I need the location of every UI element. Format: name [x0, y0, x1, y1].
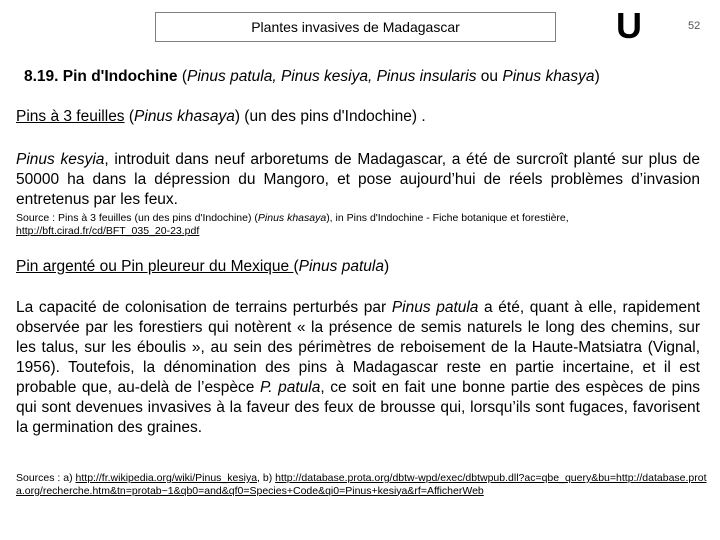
pins3-link[interactable]: Pins à 3 feuilles [16, 108, 125, 125]
section-number-title: 8.19. Pin d'Indochine [24, 68, 178, 85]
pins3-heading: Pins à 3 feuilles (Pinus khasaya) (un des pins d'Indochine) . [16, 108, 426, 125]
source-link-prota[interactable]: http://database.prota.org/dbtw-wpd/exec/dbtwpub.dll?ac=qbe_query&bu=http://database.prota.org/recherche.htm&tn=protab~1&qb0=and&qf0=Species+Code&qi0=Pinus+kesiya&rf=AfficherWeb [16, 472, 707, 497]
pin-argente-link[interactable]: Pin argenté ou Pin pleureur du Mexique [16, 258, 294, 275]
source-note-2: Sources : a) http://fr.wikipedia.org/wiki/Pinus_kesiya, b) http://database.prota.org/dbtw-wpd/exec/dbtwpub.dll?ac=qbe_query&bu=http://database.prota.org/recherche.htm&tn=protab~1&qb0=and&qf0=Species+Code&qi0=Pinus+kesiya&rf=AfficherWeb [16, 472, 707, 497]
section-title: 8.19. Pin d'Indochine (Pinus patula, Pinus kesiya, Pinus insularis ou Pinus khasya) [24, 68, 600, 85]
source-link-cirad[interactable]: http://bft.cirad.fr/cd/BFT_035_20-23.pdf [16, 224, 200, 237]
university-logo: U [616, 5, 642, 46]
presentation-title-box [155, 12, 556, 42]
pin-argente-heading: Pin argenté ou Pin pleureur du Mexique (Pinus patula) [16, 258, 390, 275]
source-link-wikipedia[interactable]: http://fr.wikipedia.org/wiki/Pinus_kesiya [75, 472, 258, 484]
kesiya-paragraph: Pinus kesyia, introduit dans neuf arboretums de Madagascar, a été de surcroît planté sur plus de 50000 ha dans la dépression du Mangoro, et pose aujourd’hui de réels problèmes d’invasion entretenus par les feux. [16, 151, 701, 208]
page-number: 52 [688, 20, 701, 32]
species-list: Pinus patula, Pinus kesiya, Pinus insularis [187, 68, 477, 85]
species-last: Pinus khasya [502, 68, 595, 85]
source-note-1: Source : Pins à 3 feuilles (un des pins d'Indochine) (Pinus khasaya), in Pins d'Indochine - Fiche botanique et forestière, http://bft.cirad.fr/cd/BFT_035_20-23.pdf [16, 212, 569, 237]
kesiya-latin: Pinus kesyia [16, 151, 105, 168]
patula-paragraph: La capacité de colonisation de terrains perturbés par Pinus patula a été, quant à elle, rapidement observée par les forestiers qui notèrent « la présence de semis naturels le long des chemins, sur les talus, sur les éboulis », au sein des périmètres de reboisement de la Haute-Matsiatra (Vignal, 1956). Toutefois, la dénomination des pins à Madagascar reste en partie incertaine, et il est probable que, au-delà de l’espèce P. patula, ce soit en fait une bonne partie des espèces de pins qui sont devenues invasives à la faveur des feux de brousse qui, lorsqu’ils sont fugaces, favorisent la germination des graines. [16, 299, 701, 436]
presentation-title: Plantes invasives de Madagascar [251, 19, 460, 35]
